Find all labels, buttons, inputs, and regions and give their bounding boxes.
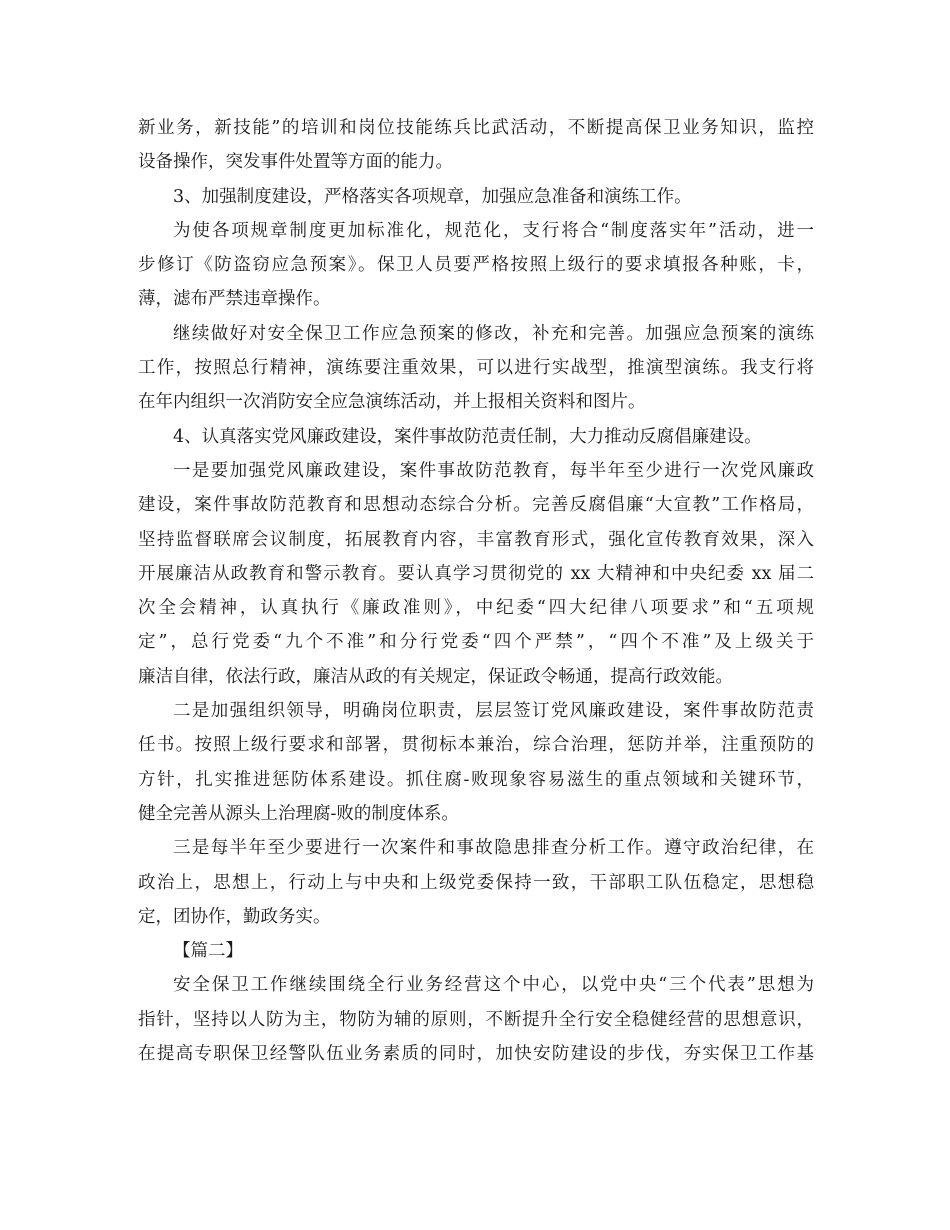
text-line: 新业务，新技能”的培训和岗位技能练兵比武活动，不断提高保卫业务知识，监控 xyxy=(138,118,814,138)
text-line: 定”，总行党委“九个不准”和分行党委“四个严禁”，“四个不准”及上级关于 xyxy=(138,632,814,653)
text-line: 工作，按照总行精神，演练要注重效果，可以进行实战型，推演型演练。我支行将 xyxy=(138,358,814,379)
text-line: 为使各项规章制度更加标准化，规范化，支行将合“制度落实年”活动，进一 xyxy=(173,220,814,241)
text-line: 在年内组织一次消防安全应急演练活动，并上报相关资料和图片。 xyxy=(138,392,646,413)
text-line: 坚持监督联席会议制度，拓展教育内容，丰富教育形式，强化宣传教育效果，深入 xyxy=(138,529,814,550)
text-line: 健全完善从源头上治理腐-败的制度体系。 xyxy=(138,803,459,824)
text-line: 开展廉洁从政教育和警示教育。要认真学习贯彻党的 xx 大精神和中央纪委 xx 届二 xyxy=(138,563,814,584)
text-line: 在提高专职保卫经警队伍业务素质的同时，加快安防建设的步伐，夯实保卫工作基 xyxy=(138,1044,814,1065)
text-line: 步修订《防盗窃应急预案》。保卫人员要严格按照上级行的要求填报各种账，卡， xyxy=(138,255,814,276)
text-line: 定，团协作，勤政务实。 xyxy=(138,906,331,927)
text-line: 二是加强组织领导，明确岗位职责，层层签订党风廉政建设，案件事故防范责 xyxy=(173,701,814,722)
text-line: 薄，滤布严禁违章操作。 xyxy=(138,289,331,310)
text-line: 【篇二】 xyxy=(173,941,243,962)
document-body xyxy=(138,111,814,1071)
text-line: 次全会精神，认真执行《廉政准则》，中纪委“四大纪律八项要求”和“五项规 xyxy=(138,598,814,619)
text-line: 任书。按照上级行要求和部署，贯彻标本兼治，综合治理，惩防并举，注重预防的 xyxy=(138,735,814,756)
text-line: 安全保卫工作继续围绕全行业务经营这个中心，以党中央“三个代表”思想为 xyxy=(173,975,814,996)
text-line: 继续做好对安全保卫工作应急预案的修改，补充和完善。加强应急预案的演练 xyxy=(173,323,814,344)
text-line: 4、认真落实党风廉政建设，案件事故防范责任制，大力推动反腐倡廉建设。 xyxy=(173,426,762,447)
text-line: 方针，扎实推进惩防体系建设。抓住腐-败现象容易滋生的重点领域和关键环节， xyxy=(138,769,814,790)
text-line: 三是每半年至少要进行一次案件和事故隐患排查分析工作。遵守政治纪律，在 xyxy=(173,838,814,859)
text-line: 建设，案件事故防范教育和思想动态综合分析。完善反腐倡廉“大宣教”工作格局， xyxy=(138,495,814,516)
text-line: 指针，坚持以人防为主，物防为辅的原则，不断提升全行安全稳健经营的思想意识， xyxy=(138,1009,814,1030)
text-line: 设备操作，突发事件处置等方面的能力。 xyxy=(138,152,453,173)
text-line: 廉洁自律，依法行政，廉洁从政的有关规定，保证政令畅通，提高行政效能。 xyxy=(138,666,733,687)
text-line: 政治上，思想上，行动上与中央和上级党委保持一致，干部职工队伍稳定，思想稳 xyxy=(138,872,814,893)
text-line: 一是要加强党风廉政建设，案件事故防范教育，每半年至少进行一次党风廉政 xyxy=(173,460,814,481)
text-line: 3、加强制度建设，严格落实各项规章，加强应急准备和演练工作。 xyxy=(173,186,692,207)
